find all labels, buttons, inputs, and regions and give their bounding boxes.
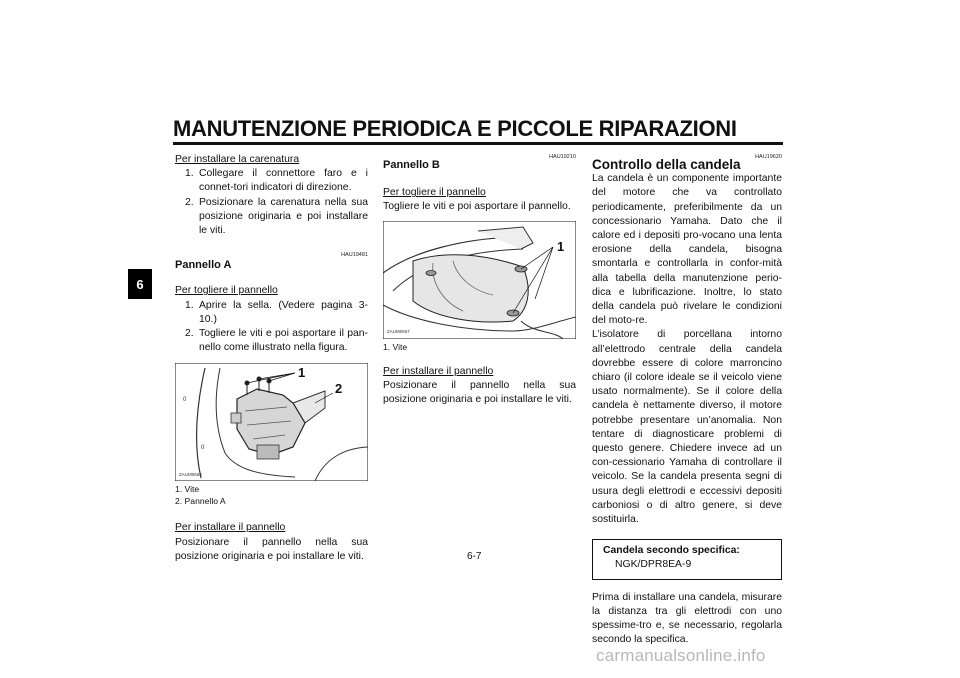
- panel-a-figure: [175, 363, 368, 481]
- caption: 2. Pannello A: [175, 496, 226, 507]
- list-item: 2. Posizionare la carenatura nella sua posizione originaria e poi installare le viti.: [185, 196, 368, 237]
- list-item: 1. Aprire la sella. (Vedere pagina 3-10.): [185, 299, 368, 325]
- figure-mark: 0: [201, 445, 205, 452]
- remove-panel-a-title: Per togliere il pannello: [175, 285, 278, 297]
- install-cowling-title: Per installare la carenatura: [175, 154, 300, 165]
- section-code: HAU19481: [341, 252, 368, 259]
- header-rule: [173, 142, 783, 145]
- page-title: MANUTENZIONE PERIODICA E PICCOLE RIPARAZIONI: [173, 116, 737, 141]
- column-3: [592, 153, 782, 648]
- section-code: HAU19620: [755, 154, 782, 160]
- install-panel-b-title: Per installare il pannello: [383, 365, 494, 377]
- spec-label: Candela secondo specifica:: [603, 545, 740, 557]
- figure-mark: 0: [183, 397, 187, 404]
- paragraph: La candela è un componente importante del motore che va controllato periodicamente, preferibilmente da un concessionario Yamaha. Dato che il calore ed i depositi pro-vocano una lenta erosione della candela, bisogna smontarla e controllarla in confor-mità alla tabella della manutenzione perio-dica e lubrificazione. Inoltre, lo stato della candela può rivelare le condizioni del moto-re.: [592, 173, 782, 327]
- panel-b-title: Pannello B: [383, 159, 440, 171]
- paragraph: Prima di installare una candela, misurare la distanza tra gli elettrodi con uno spessime-tro e, se necessario, regolarla secondo la specifica.: [592, 591, 782, 646]
- figure-captions: [175, 483, 368, 507]
- spec-value: NGK/DPR8EA-9: [615, 559, 692, 571]
- column-1: [175, 153, 368, 564]
- image-code: ZAUM0657: [387, 328, 410, 334]
- page-number: 6-7: [467, 551, 482, 562]
- image-code: ZAUM0656: [179, 472, 202, 478]
- paragraph: L’isolatore di porcellana intorno all’elettrodo centrale della candela dovrebbe essere di colore marroncino chiaro (il colore ideale se il veicolo viene usato normalmente). Se il colore della candela è nettamente diverso, il motore potrebbe presentare un’anomalia. Non tentare di diagnosticare problemi di questo genere. Chiedere invece ad un con-cessionario Yamaha di controllare il veicolo. Se la candela presenta segni di usura degli elettrodi e eccessivi depositi carboniosi o di altro genere, si deve sostituirla.: [592, 329, 782, 526]
- list-item: 2. Togliere le viti e poi asportare il pan-nello come illustrato nella figura.: [185, 328, 368, 354]
- caption: 1. Vite: [175, 484, 200, 495]
- panel-b-figure: [383, 221, 576, 339]
- panel-a-heading-row: [175, 244, 368, 258]
- caption: 1. Vite: [383, 341, 408, 352]
- section-title: Controllo della candela: [592, 157, 741, 172]
- callout-2: 2: [335, 381, 343, 397]
- watermark: carmanualsonline.info: [596, 646, 766, 665]
- panel-b-heading-row: [383, 153, 576, 158]
- remove-panel-b-title: Per togliere il pannello: [383, 187, 486, 199]
- install-panel-b-text: Posizionare il pannello nella sua posizione originaria e poi installare le viti.: [383, 379, 576, 406]
- list-item: 1. Collegare il connettore faro e i connet-tori indicatori di direzione.: [185, 168, 368, 194]
- section-code: HAU19210: [549, 154, 576, 160]
- spark-plug-heading-row: [592, 153, 782, 158]
- install-panel-a-title: Per installare il pannello: [175, 522, 286, 534]
- panel-a-title: Pannello A: [175, 259, 232, 272]
- remove-panel-b-text: Togliere le viti e poi asportare il pannello.: [383, 201, 571, 213]
- spec-box: [592, 539, 782, 579]
- chapter-tab: 6: [128, 269, 152, 299]
- install-panel-a-text: Posizionare il pannello nella sua posizione originaria e poi installare le viti.: [175, 536, 368, 562]
- callout-1: 1: [557, 238, 565, 254]
- column-2: [383, 153, 576, 407]
- figure-captions: [383, 341, 576, 353]
- callout-1: 1: [298, 365, 306, 381]
